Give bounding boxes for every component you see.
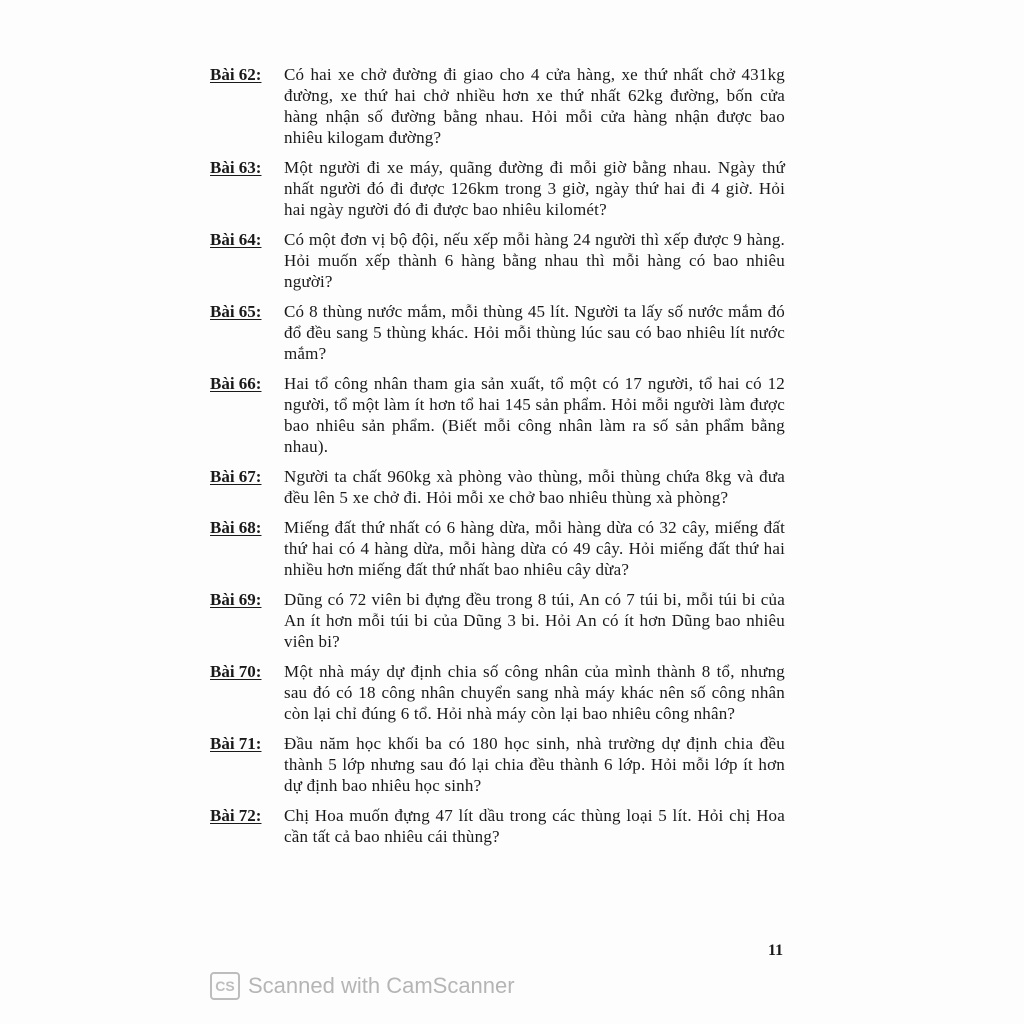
- page-number: 11: [768, 942, 784, 959]
- problem-label: Bài 68:: [210, 518, 262, 537]
- problem-label: Bài 72:: [210, 806, 262, 825]
- problem-71: [210, 733, 785, 796]
- problem-text: Miếng đất thứ nhất có 6 hàng dừa, mỗi hàng dừa có 32 cây, miếng đất thứ hai có 4 hàng dừa, mỗi hàng dừa có 49 cây. Hỏi miếng đất thứ hai nhiều hơn miếng đất thứ nhất bao nhiêu cây dừa?: [284, 518, 785, 579]
- problem-label: Bài 67:: [210, 467, 262, 486]
- problem-label: Bài 65:: [210, 302, 262, 321]
- problem-list: [210, 64, 785, 856]
- problem-text: Có 8 thùng nước mắm, mỗi thùng 45 lít. Người ta lấy số nước mắm đó đổ đều sang 5 thùng khác. Hỏi mỗi thùng lúc sau có bao nhiêu lít nước mắm?: [284, 302, 785, 363]
- problem-66: [210, 373, 785, 457]
- problem-text: Một người đi xe máy, quãng đường đi mỗi giờ bằng nhau. Ngày thứ nhất người đó đi được 126km trong 3 giờ, ngày thứ hai đi 4 giờ. Hỏi hai ngày người đó đi được bao nhiêu kilomét?: [284, 158, 785, 219]
- problem-72: [210, 805, 785, 847]
- camscanner-logo-icon: CS: [210, 972, 240, 1000]
- problem-63: [210, 157, 785, 220]
- problem-text: Chị Hoa muốn đựng 47 lít dầu trong các thùng loại 5 lít. Hỏi chị Hoa cần tất cả bao nhiêu cái thùng?: [284, 806, 785, 846]
- problem-label: Bài 71:: [210, 734, 262, 753]
- problem-64: [210, 229, 785, 292]
- problem-label: Bài 63:: [210, 158, 262, 177]
- problem-label: Bài 66:: [210, 374, 262, 393]
- watermark-text: Scanned with CamScanner: [248, 973, 515, 998]
- problem-text: Người ta chất 960kg xà phòng vào thùng, mỗi thùng chứa 8kg và đưa đều lên 5 xe chở đi. Hỏi mỗi xe chở bao nhiêu thùng xà phòng?: [284, 467, 785, 507]
- problem-text: Có một đơn vị bộ đội, nếu xếp mỗi hàng 24 người thì xếp được 9 hàng. Hỏi muốn xếp thành 6 hàng bằng nhau thì mỗi hàng có bao nhiêu người?: [284, 230, 785, 291]
- problem-text: Hai tổ công nhân tham gia sản xuất, tổ một có 17 người, tổ hai có 12 người, tổ một làm ít hơn tổ hai 145 sản phẩm. Hỏi mỗi người làm được bao nhiêu sản phẩm. (Biết mỗi công nhân làm ra số sản phẩm bằng nhau).: [284, 374, 785, 456]
- problem-62: [210, 64, 785, 148]
- problem-68: [210, 517, 785, 580]
- camscanner-watermark: [210, 972, 515, 1000]
- problem-70: [210, 661, 785, 724]
- problem-label: Bài 64:: [210, 230, 262, 249]
- problem-text: Đầu năm học khối ba có 180 học sinh, nhà trường dự định chia đều thành 5 lớp nhưng sau đó lại chia đều thành 6 lớp. Hỏi mỗi lớp ít hơn dự định bao nhiêu học sinh?: [284, 734, 785, 795]
- problem-label: Bài 70:: [210, 662, 262, 681]
- problem-label: Bài 69:: [210, 590, 262, 609]
- problem-69: [210, 589, 785, 652]
- problem-text: Dũng có 72 viên bi đựng đều trong 8 túi, An có 7 túi bi, mỗi túi bi của An ít hơn mỗi túi bi của Dũng 3 bi. Hỏi An có ít hơn Dũng bao nhiêu viên bi?: [284, 590, 785, 651]
- problem-text: Một nhà máy dự định chia số công nhân của mình thành 8 tổ, nhưng sau đó có 18 công nhân chuyển sang nhà máy khác nên số công nhân còn lại chỉ đúng 6 tổ. Hỏi nhà máy còn lại bao nhiêu công nhân?: [284, 662, 785, 723]
- problem-label: Bài 62:: [210, 65, 262, 84]
- problem-65: [210, 301, 785, 364]
- problem-67: [210, 466, 785, 508]
- problem-text: Có hai xe chở đường đi giao cho 4 cửa hàng, xe thứ nhất chở 431kg đường, xe thứ hai chở nhiều hơn xe thứ nhất 62kg đường, bốn cửa hàng nhận số đường bằng nhau. Hỏi mỗi cửa hàng nhận được bao nhiêu kilogam đường?: [284, 65, 785, 147]
